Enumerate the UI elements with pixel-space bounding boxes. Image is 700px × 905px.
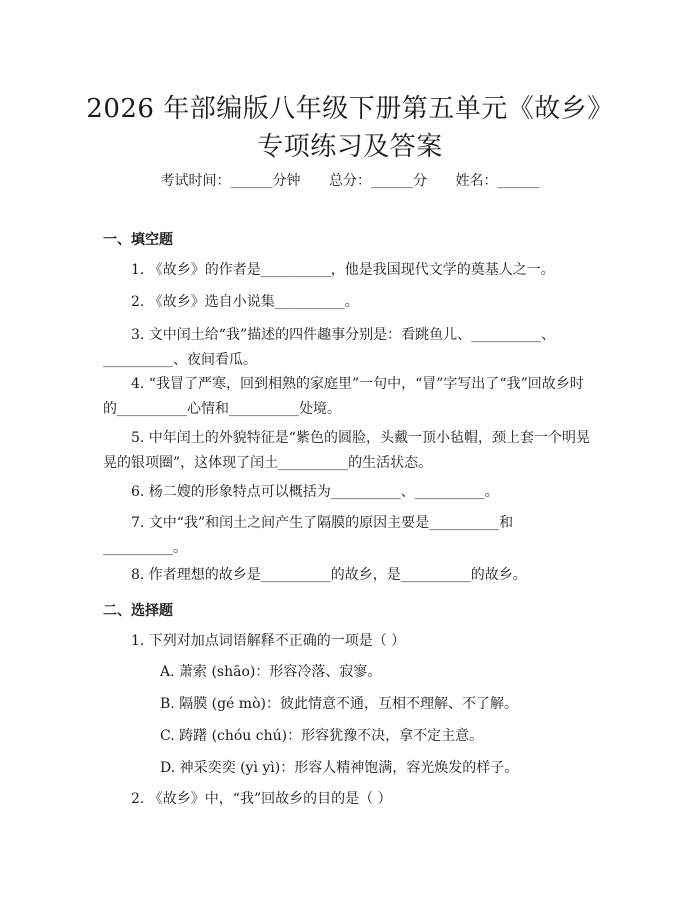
exam-meta <box>0 170 700 190</box>
question-item: 3. 文中闰土给“我”描述的四件趣事分别是：看跳鱼儿、__________、__________、夜间看瓜。 <box>103 327 556 368</box>
choice-option-a: A. 萧索 (shāo)：形容冷落、寂寥。 <box>160 664 382 680</box>
student-name: 姓名：______ <box>455 173 540 189</box>
exam-time: 考试时间：______分钟 <box>160 173 301 189</box>
question-item: 7. 文中“我”和闰土之间产生了隔膜的原因主要是__________和__________。 <box>103 515 514 556</box>
question-item: 4. “我冒了严寒，回到相熟的家庭里”一句中，“冒”字写出了“我”回故乡时的__________心情和__________处境。 <box>103 376 584 417</box>
question-item: 6. 杨二嫂的形象特点可以概括为__________、__________。 <box>131 484 499 500</box>
question-item: 2. 《故乡》中，“我”回故乡的目的是（ ） <box>131 791 392 807</box>
choice-option-c: C. 踌躇 (chóu chú)：形容犹豫不决，拿不定主意。 <box>160 728 484 744</box>
exam-score: 总分：______分 <box>329 173 427 189</box>
choice-option-b: B. 隔膜 (gé mò)：彼此情意不通，互相不理解、不了解。 <box>160 696 518 712</box>
section-heading-choice: 二、选择题 <box>103 603 173 619</box>
question-item: 8. 作者理想的故乡是__________的故乡，是__________的故乡。 <box>131 567 527 583</box>
document-title-line1: 2026 年部编版八年级下册第五单元《故乡》 <box>86 94 614 124</box>
question-item: 1. 下列对加点词语解释不正确的一项是（ ） <box>131 633 406 649</box>
question-item: 5. 中年闰土的外貌特征是“紫色的圆脸，头戴一顶小毡帽，颈上套一个明晃晃的银项圈”，这体现了闰土__________的生活状态。 <box>103 430 590 471</box>
choice-option-d: D. 神采奕奕 (yì yì)：形容人精神饱满，容光焕发的样子。 <box>160 760 519 776</box>
document-title-line2: 专项练习及答案 <box>257 132 443 162</box>
question-item: 1. 《故乡》的作者是__________，他是我国现代文学的奠基人之一。 <box>131 262 555 278</box>
section-heading-fill-in: 一、填空题 <box>103 232 173 248</box>
question-item: 2. 《故乡》选自小说集__________。 <box>131 294 359 310</box>
